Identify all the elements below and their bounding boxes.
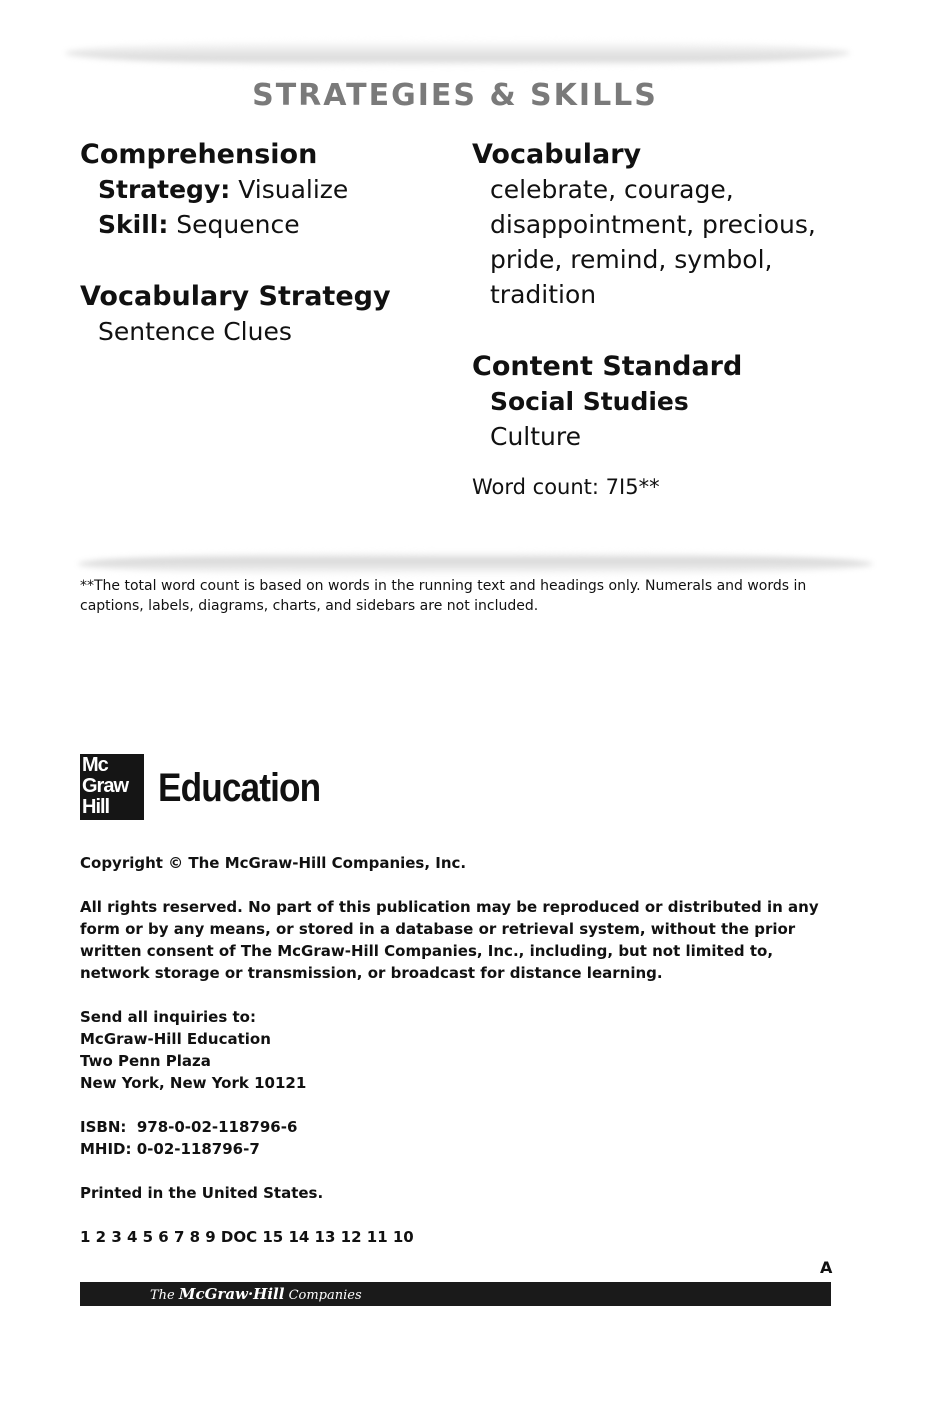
footer-brand-text	[150, 1285, 362, 1305]
inquiries-line: Send all inquiries to:	[80, 1008, 256, 1026]
skill-value: Sequence	[176, 210, 300, 239]
vocabulary-strategy-heading: Vocabulary Strategy	[80, 281, 391, 312]
strategy-line	[80, 172, 460, 207]
vocabulary-line: tradition	[490, 280, 597, 309]
logo-box-line: Mc	[82, 754, 108, 776]
right-column	[472, 138, 872, 502]
copyright-line: Copyright © The McGraw-Hill Companies, Inc.	[80, 854, 467, 872]
inquiries-line: McGraw-Hill Education	[80, 1030, 271, 1048]
footer-brand: McGraw·Hill	[178, 1285, 285, 1303]
footer-bar	[80, 1282, 831, 1306]
strategy-value: Visualize	[238, 175, 349, 204]
vocabulary-heading: Vocabulary	[472, 139, 642, 170]
footer-prefix: The	[150, 1288, 179, 1303]
inquiries-line: Two Penn Plaza	[80, 1052, 211, 1070]
legal-block	[80, 852, 840, 1248]
logo-education-word: Education	[158, 766, 321, 810]
footer-suffix: Companies	[284, 1288, 362, 1303]
vocabulary-line: celebrate, courage,	[490, 175, 734, 204]
section-title: STRATEGIES & SKILLS	[252, 78, 658, 113]
content-standard-heading: Content Standard	[472, 351, 743, 382]
print-number-line: 1 2 3 4 5 6 7 8 9 DOC 15 14 13 12 11 10	[80, 1228, 414, 1246]
top-shadow-divider	[65, 40, 850, 66]
skill-line	[80, 207, 460, 242]
page-letter: A	[820, 1258, 833, 1277]
logo-box-line: Graw	[82, 775, 129, 797]
comprehension-heading: Comprehension	[80, 139, 318, 170]
rights-paragraph: All rights reserved. No part of this publication may be reproduced or distributed in any form or by any means, or stored in a database or retrieval system, without the prior written consent of The McGraw-Hill Companies, Inc., including, but not limited to, network storage or transmission, or broadcast for distance learning.	[80, 898, 819, 982]
inquiries-line: New York, New York 10121	[80, 1074, 307, 1092]
strategy-label: Strategy:	[98, 175, 231, 204]
word-count-footnote: **The total word count is based on words in the running text and headings only. Numerals and words in captions, labels, diagrams, charts, and sidebars are not included.	[80, 578, 807, 614]
printed-line: Printed in the United States.	[80, 1184, 324, 1202]
vocabulary-strategy-value: Sentence Clues	[98, 317, 292, 346]
identifiers-block	[80, 1116, 840, 1160]
content-standard-topic: Culture	[490, 422, 582, 451]
left-column	[80, 138, 460, 349]
bottom-shadow-divider	[78, 552, 873, 576]
mhid-line: MHID: 0-02-118796-7	[80, 1140, 260, 1158]
logo-box-line: Hill	[82, 796, 110, 818]
content-standard-subject: Social Studies	[490, 387, 689, 416]
mcgraw-hill-logo-box	[80, 754, 144, 820]
skill-label: Skill:	[98, 210, 169, 239]
vocabulary-line: disappointment, precious,	[490, 210, 816, 239]
vocabulary-line: pride, remind, symbol,	[490, 245, 773, 274]
inquiries-block	[80, 1006, 840, 1094]
word-count: Word count: 7I5**	[472, 475, 660, 499]
isbn-line: ISBN: 978-0-02-118796-6	[80, 1118, 298, 1136]
